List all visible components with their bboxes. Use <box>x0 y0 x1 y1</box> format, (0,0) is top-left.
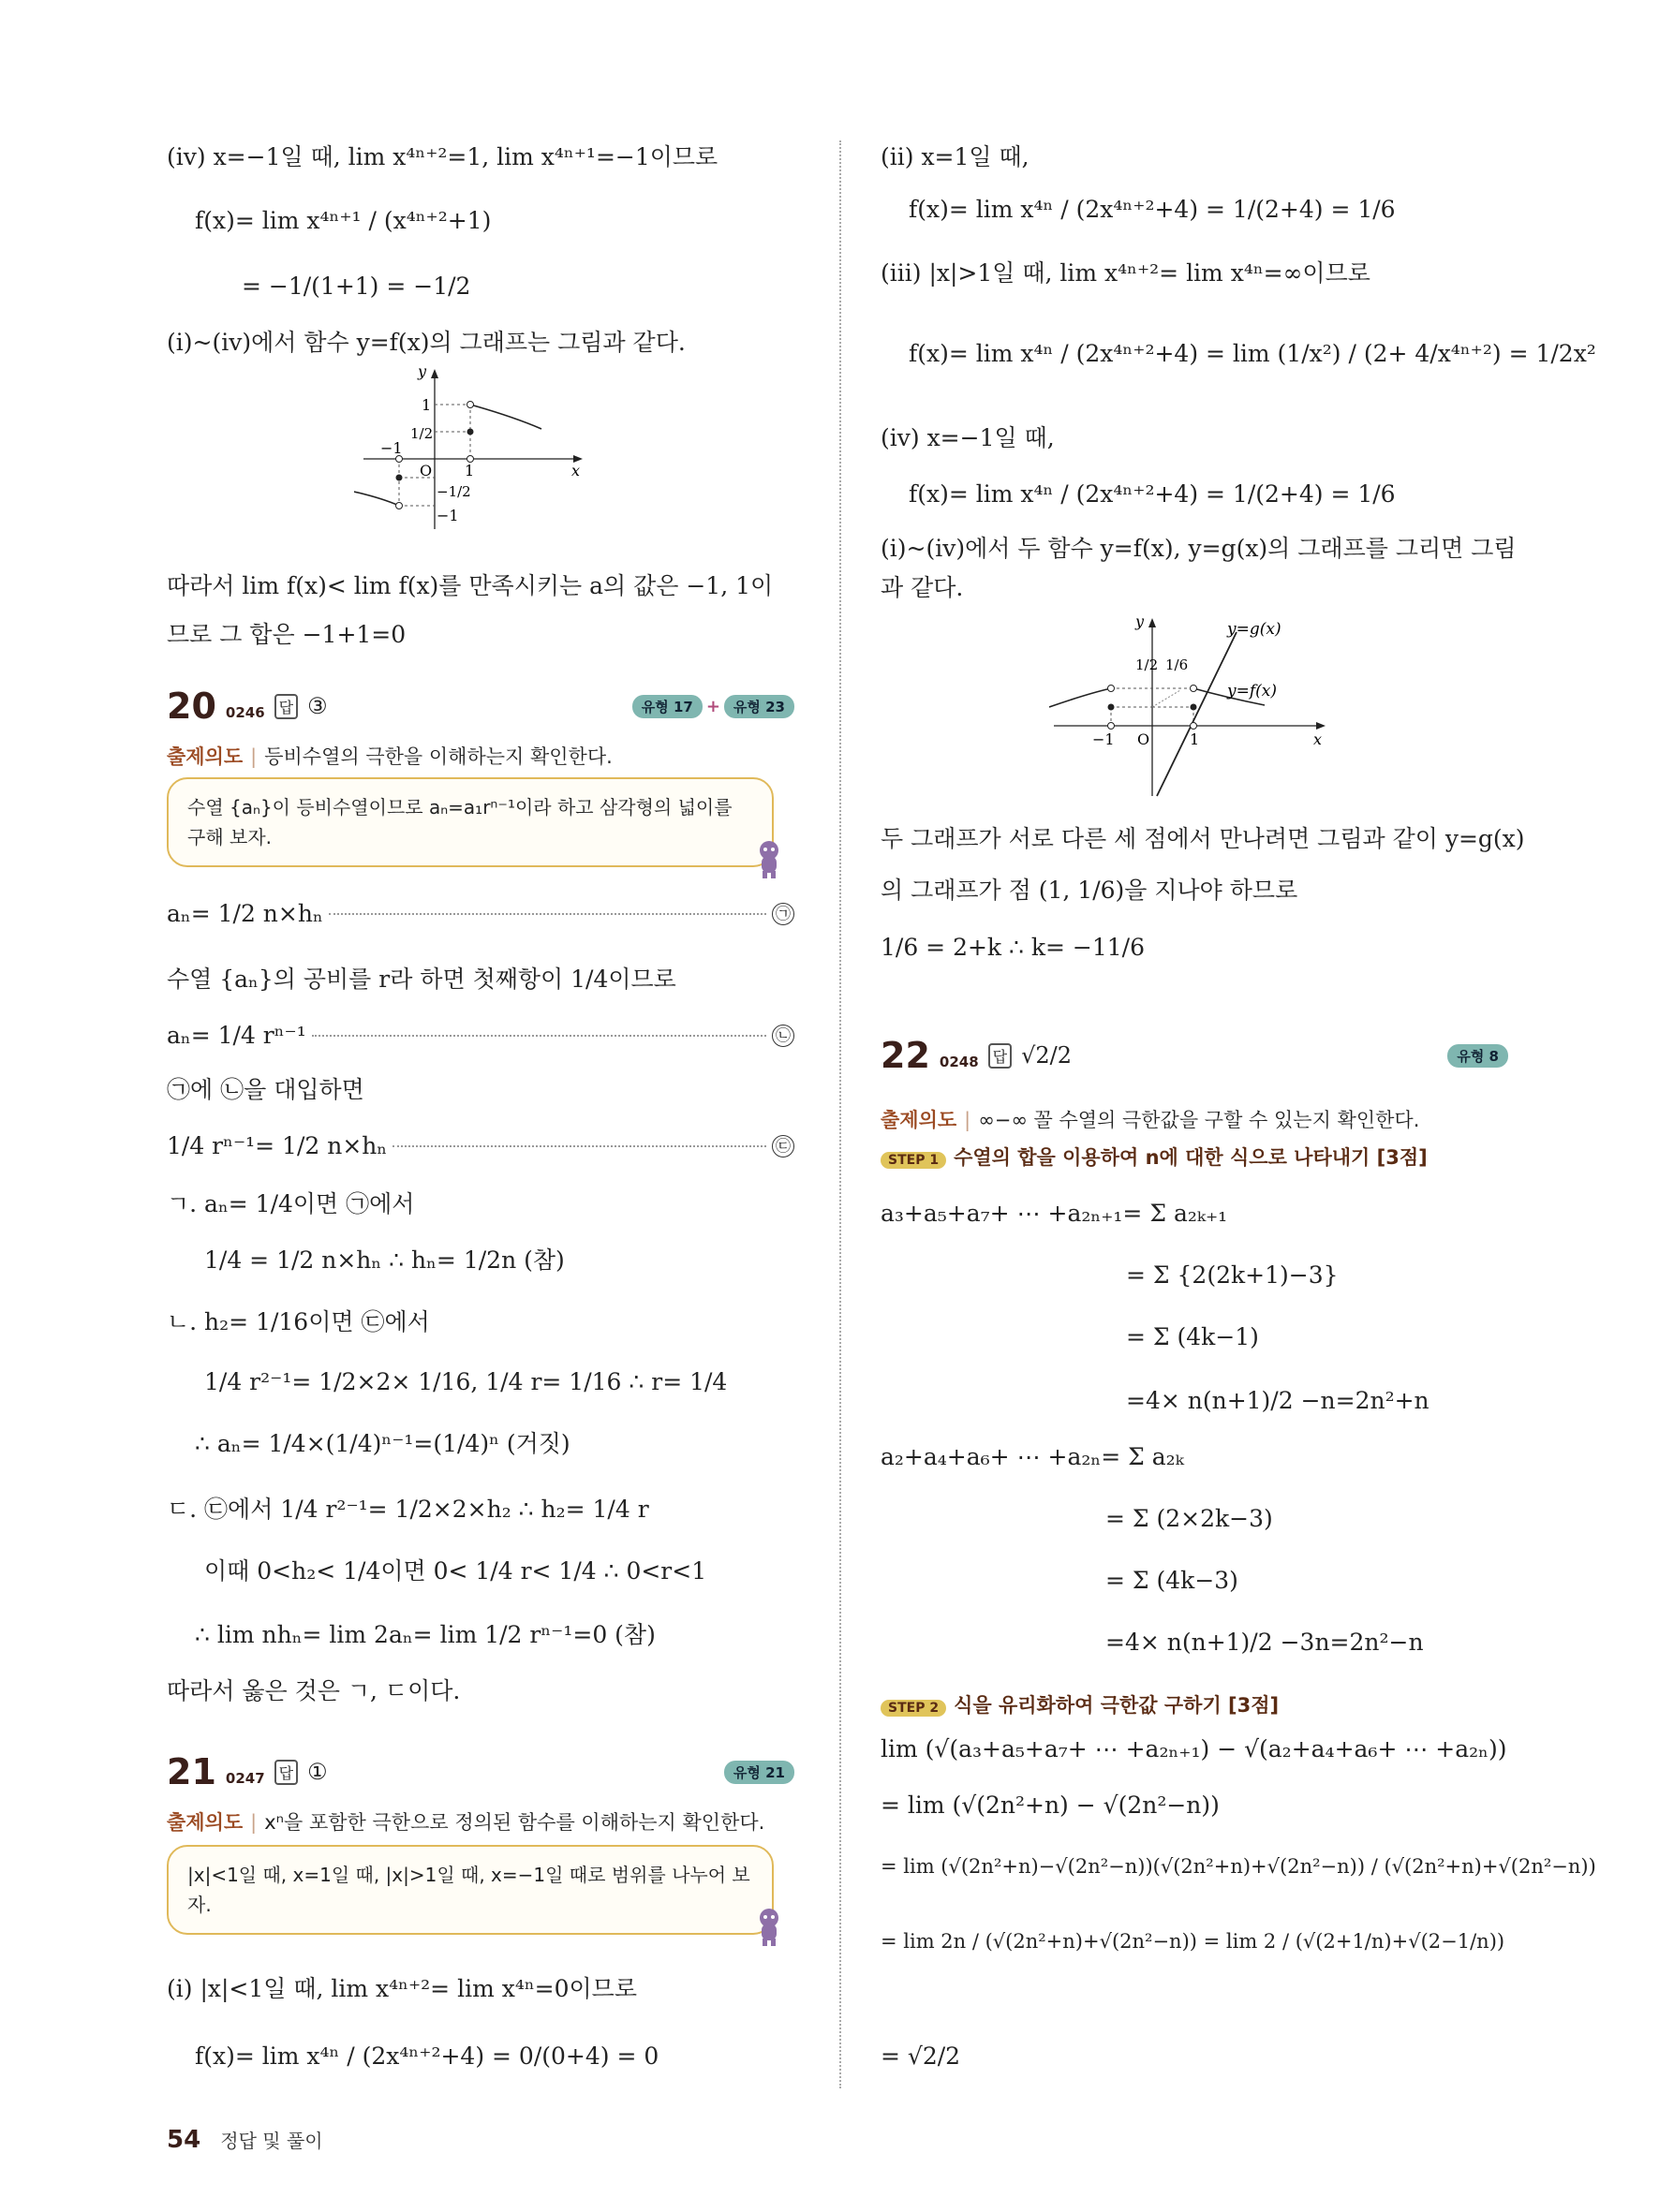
s1-line-6: = Σ (2×2k−3) <box>1105 1505 1273 1532</box>
choice-c-eq2: ∴ lim nhₙ= lim 2aₙ= lim 1/2 rⁿ⁻¹=0 (참) <box>195 1621 656 1648</box>
step-tag: STEP 2 <box>881 1700 946 1717</box>
problem-21-header <box>167 1751 794 1792</box>
problem-number: 20 <box>167 686 216 727</box>
choice-b-eq1: 1/4 r²⁻¹= 1/2×2× 1/16, 1/4 r= 1/16 ∴ r= 1/4 <box>204 1368 728 1395</box>
problem-22-header <box>881 1035 1508 1076</box>
intent-22: 출제의도 | ∞−∞ 꼴 수열의 극한값을 구할 수 있는지 확인한다. <box>881 1109 1420 1131</box>
line-20-2: 수열 {aₙ}의 공비를 r라 하면 첫째항이 1/4이므로 <box>167 966 676 993</box>
s1-line-5: a₂+a₄+a₆+ ⋯ +a₂ₙ= Σ a₂ₖ <box>881 1443 1184 1470</box>
case-ii-line: (ⅱ) x=1일 때, <box>881 143 1029 170</box>
s1-line-8: =4× n(n+1)/2 −3n=2n²−n <box>1105 1629 1424 1656</box>
step-text: 식을 유리화하여 극한값 구하기 [3점] <box>954 1694 1280 1717</box>
s2-line-5: = √2/2 <box>881 2042 961 2070</box>
problem-number: 21 <box>167 1751 216 1792</box>
g2-g-label: y=g(x) <box>1227 620 1281 639</box>
eq-text: aₙ= 1/4 rⁿ⁻¹ <box>167 1022 306 1049</box>
choice-a-eq: 1/4 = 1/2 n×hₙ ∴ hₙ= 1/2n (참) <box>204 1246 565 1274</box>
conclusion-1: 따라서 lim f(x)< lim f(x)를 만족시키는 a의 값은 −1, 1이 <box>167 572 774 599</box>
choice-b: ㄴ. h₂= 1/16이면 ㉢에서 <box>167 1308 430 1335</box>
s2-line-3: = lim (√(2n²+n)−√(2n²−n))(√(2n²+n)+√(2n²−n)) / (√(2n²+n)+√(2n²−n)) <box>881 1855 1596 1878</box>
type-tag: 유형 8 <box>1447 1044 1508 1068</box>
intent-20: 출제의도 | 등비수열의 극한을 이해하는지 확인한다. <box>167 745 613 768</box>
g1-half: 1/2 <box>410 425 434 442</box>
g1-one: 1 <box>422 396 432 414</box>
step-tag: STEP 1 <box>881 1152 946 1169</box>
plus-icon: + <box>705 696 720 716</box>
g1-x-one: 1 <box>465 462 475 479</box>
case-iv-eq2: = −1/(1+1) = −1/2 <box>242 273 471 300</box>
case-iv-line-r: (ⅳ) x=−1일 때, <box>881 424 1055 451</box>
case-iv-eq1: f(x)= lim x⁴ⁿ⁺¹ / (x⁴ⁿ⁺²+1) <box>195 207 492 234</box>
step-text: 수열의 합을 이용하여 n에 대한 식으로 나타내기 [3점] <box>954 1146 1428 1169</box>
mascot-icon <box>753 1907 785 1948</box>
type-tags <box>1447 1044 1508 1068</box>
problem-20-header <box>167 686 794 727</box>
step-2 <box>881 1690 1279 1718</box>
g2-f-label: y=f(x) <box>1227 682 1277 700</box>
s1-line-1: a₃+a₅+a₇+ ⋯ +a₂ₙ₊₁= Σ a₂ₖ₊₁ <box>881 1200 1228 1227</box>
step-1 <box>881 1143 1428 1171</box>
intent-text: xⁿ을 포함한 극한으로 정의된 함수를 이해하는지 확인한다. <box>264 1811 765 1834</box>
eq-20-3 <box>167 1131 794 1160</box>
s1-line-2: = Σ {2(2k+1)−3} <box>1126 1261 1339 1289</box>
answer-value: ① <box>307 1759 328 1785</box>
g2-one: 1 <box>1190 730 1200 748</box>
mark-icon: ㉠ <box>772 903 794 925</box>
intent-label: 출제의도 <box>881 1109 957 1131</box>
intent-text: ∞−∞ 꼴 수열의 극한값을 구할 수 있는지 확인한다. <box>978 1109 1420 1131</box>
case-iii-eq: f(x)= lim x⁴ⁿ / (2x⁴ⁿ⁺²+4) = lim (1/x²) / (2+ 4/x⁴ⁿ⁺²) = 1/2x² <box>909 340 1596 367</box>
hint-text: 수열 {aₙ}이 등비수열이므로 aₙ=a₁rⁿ⁻¹이라 하고 삼각형의 넓이를 구해 보자. <box>187 796 733 848</box>
hint-text: |x|<1일 때, x=1일 때, |x|>1일 때, x=−1일 때로 범위를 나누어 보자. <box>187 1864 750 1916</box>
g1-origin: O <box>420 462 433 479</box>
graph-fg <box>1049 613 1330 801</box>
answer-label-icon: 답 <box>274 1760 298 1785</box>
choice-c: ㄷ. ㉢에서 1/4 r²⁻¹= 1/2×2×h₂ ∴ h₂= 1/4 r <box>167 1496 649 1523</box>
g1-x-mone: −1 <box>380 439 403 457</box>
cond-3: 1/6 = 2+k ∴ k= −11/6 <box>881 934 1146 961</box>
choice-b-eq2: ∴ aₙ= 1/4×(1/4)ⁿ⁻¹=(1/4)ⁿ (거짓) <box>195 1430 570 1457</box>
cond-2: 의 그래프가 점 (1, 1/6)을 지나야 하므로 <box>881 877 1298 904</box>
case-iii-line: (ⅲ) |x|>1일 때, lim x⁴ⁿ⁺²= lim x⁴ⁿ=∞이므로 <box>881 259 1370 287</box>
graph-intro-r1: (ⅰ)~(ⅳ)에서 두 함수 y=f(x), y=g(x)의 그래프를 그리면 그림 <box>881 535 1517 562</box>
g2-sixth: 1/6 <box>1165 656 1189 673</box>
line-20-3: ㉠에 ㉡을 대입하면 <box>167 1076 364 1103</box>
s1-line-4: =4× n(n+1)/2 −n=2n²+n <box>1126 1387 1429 1414</box>
page-label: 정답 및 풀이 <box>220 2130 323 2152</box>
case-iv-eq-r: f(x)= lim x⁴ⁿ / (2x⁴ⁿ⁺²+4) = 1/(2+4) = 1/6 <box>909 480 1396 508</box>
page-number: 54 <box>167 2126 201 2154</box>
g1-x-label: x <box>571 462 581 479</box>
g1-mone-y: −1 <box>437 507 459 524</box>
problem-code: 0248 <box>939 1054 979 1070</box>
choice-a: ㄱ. aₙ= 1/4이면 ㉠에서 <box>167 1190 415 1217</box>
s2-line-4: = lim 2n / (√(2n²+n)+√(2n²−n)) = lim 2 / (√(2+1/n)+√(2−1/n)) <box>881 1930 1505 1953</box>
eq-text: 1/4 rⁿ⁻¹= 1/2 n×hₙ <box>167 1132 388 1159</box>
page-footer <box>167 2126 323 2154</box>
mark-icon: ㉡ <box>772 1025 794 1047</box>
s1-line-7: = Σ (4k−3) <box>1105 1567 1238 1594</box>
s2-line-1: lim (√(a₃+a₅+a₇+ ⋯ +a₂ₙ₊₁) − √(a₂+a₄+a₆+ ⋯ +a₂ₙ)) <box>881 1735 1507 1762</box>
type-tags <box>724 1761 794 1784</box>
g2-half: 1/2 <box>1135 656 1159 673</box>
case-iv-line: (ⅳ) x=−1일 때, lim x⁴ⁿ⁺²=1, lim x⁴ⁿ⁺¹=−1이므로 <box>167 143 718 170</box>
s2-line-2: = lim (√(2n²+n) − √(2n²−n)) <box>881 1792 1220 1819</box>
g2-origin: O <box>1137 730 1150 748</box>
g2-x-label: x <box>1313 730 1323 748</box>
graph-f <box>354 365 588 534</box>
mark-icon: ㉢ <box>772 1135 794 1158</box>
case-i-eq: f(x)= lim x⁴ⁿ / (2x⁴ⁿ⁺²+4) = 0/(0+4) = 0 <box>195 2042 659 2070</box>
cond-1: 두 그래프가 서로 다른 세 점에서 만나려면 그림과 같이 y=g(x) <box>881 825 1525 852</box>
conclusion-2: 므로 그 합은 −1+1=0 <box>167 621 407 648</box>
g1-mhalf: −1/2 <box>437 483 471 500</box>
type-tag: 유형 21 <box>724 1761 794 1784</box>
intent-label: 출제의도 <box>167 745 244 768</box>
g2-mone: −1 <box>1092 730 1115 748</box>
g2-y-label: y <box>1135 613 1145 630</box>
problem-code: 0247 <box>225 1770 265 1787</box>
graph-intro: (ⅰ)~(ⅳ)에서 함수 y=f(x)의 그래프는 그림과 같다. <box>167 329 686 356</box>
column-divider <box>839 140 841 2088</box>
hint-box-20 <box>167 777 774 867</box>
intent-21: 출제의도 | xⁿ을 포함한 극한으로 정의된 함수를 이해하는지 확인한다. <box>167 1811 765 1834</box>
problem-code: 0246 <box>225 704 265 721</box>
g1-y-label: y <box>418 365 427 380</box>
answer-label-icon: 답 <box>988 1043 1012 1069</box>
graph-intro-r2: 과 같다. <box>881 574 964 601</box>
choice-c-eq1: 이때 0<h₂< 1/4이면 0< 1/4 r< 1/4 ∴ 0<r<1 <box>204 1557 707 1585</box>
case-i-line: (ⅰ) |x|<1일 때, lim x⁴ⁿ⁺²= lim x⁴ⁿ=0이므로 <box>167 1975 637 2002</box>
type-tags <box>632 695 794 718</box>
problem-number: 22 <box>881 1035 930 1076</box>
answer-value: ③ <box>307 693 328 719</box>
eq-20-2 <box>167 1021 794 1050</box>
mascot-icon <box>753 839 785 880</box>
s1-line-3: = Σ (4k−1) <box>1126 1323 1259 1350</box>
intent-text: 등비수열의 극한을 이해하는지 확인한다. <box>264 745 613 768</box>
type-tag: 유형 17 <box>632 695 703 718</box>
answer-label-icon: 답 <box>274 694 298 719</box>
hint-box-21 <box>167 1845 774 1935</box>
answer-value: √2/2 <box>1021 1042 1073 1069</box>
intent-label: 출제의도 <box>167 1811 244 1834</box>
type-tag: 유형 23 <box>724 695 794 718</box>
final-20: 따라서 옳은 것은 ㄱ, ㄷ이다. <box>167 1677 461 1704</box>
eq-text: aₙ= 1/2 n×hₙ <box>167 900 323 927</box>
eq-20-1 <box>167 899 794 928</box>
case-ii-eq: f(x)= lim x⁴ⁿ / (2x⁴ⁿ⁺²+4) = 1/(2+4) = 1/6 <box>909 196 1396 223</box>
